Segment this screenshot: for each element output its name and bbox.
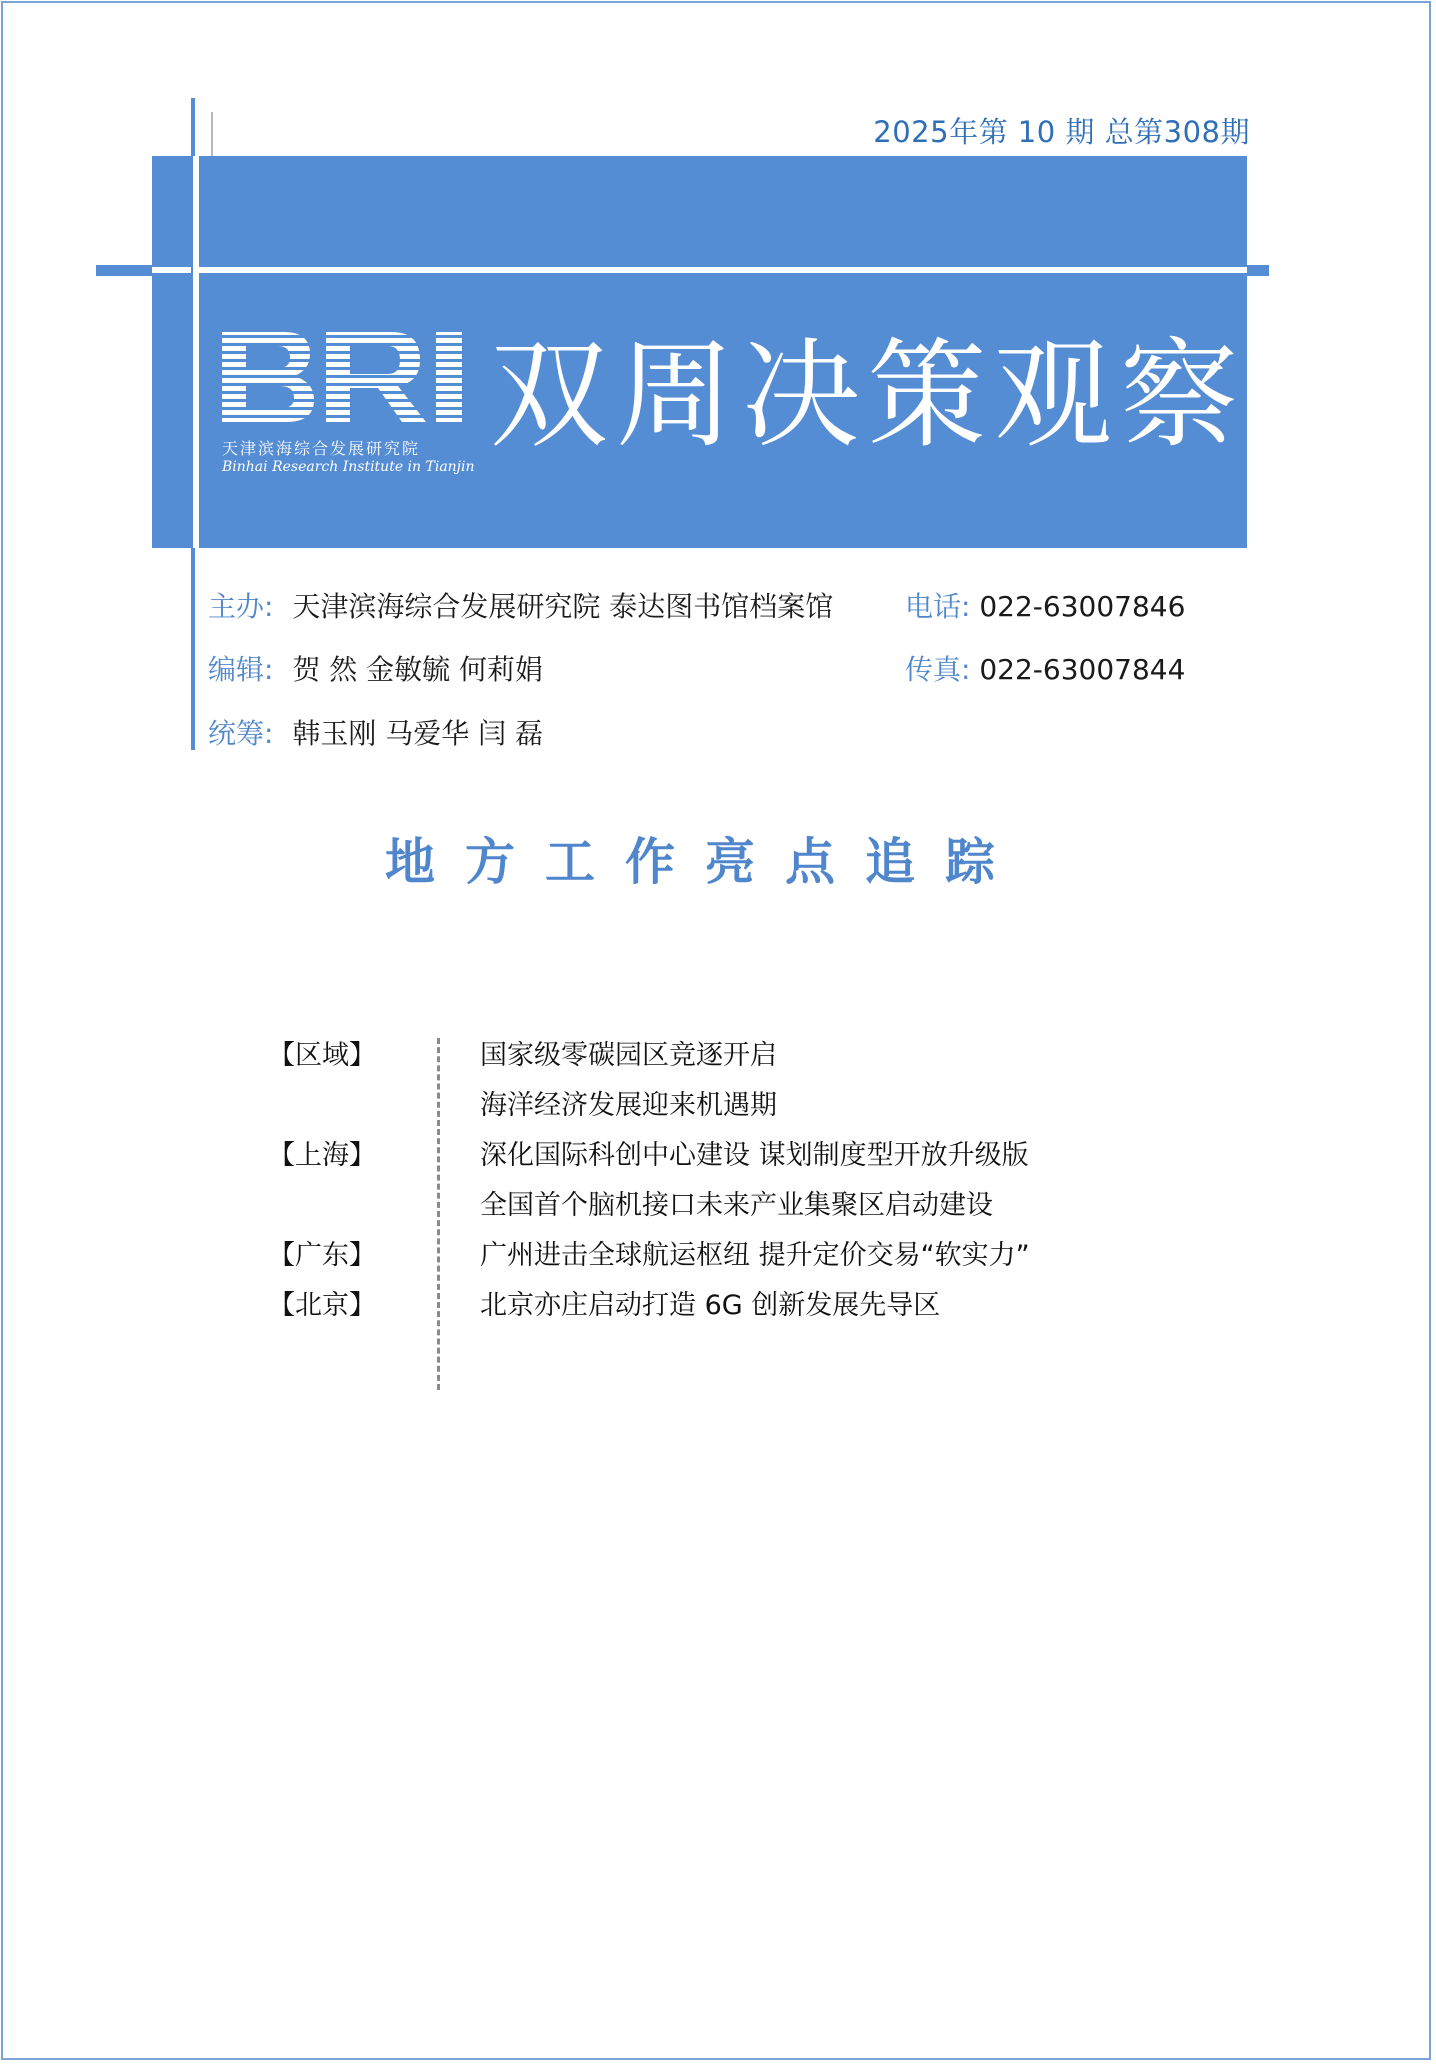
toc-headline[interactable]: 深化国际科创中心建设 谋划制度型开放升级版 <box>480 1140 1029 1171</box>
logo-english-name: Binhai Research Institute in Tianjin <box>222 459 475 475</box>
toc-region-tag: 【上海】 <box>268 1140 376 1171</box>
toc-headline[interactable]: 海洋经济发展迎来机遇期 <box>480 1090 777 1121</box>
coordinators-label: 统筹: <box>208 717 274 750</box>
banner-rule-highlight <box>152 267 1247 273</box>
host-row <box>208 585 833 625</box>
toc-region-tag: 【区域】 <box>268 1040 376 1071</box>
toc-headline[interactable]: 北京亦庄启动打造 6G 创新发展先导区 <box>480 1290 941 1321</box>
phone-label: 电话: <box>905 590 971 623</box>
host-label: 主办: <box>208 590 274 623</box>
toc-item[interactable] <box>0 1186 1410 1236</box>
coordinators-row <box>208 712 543 752</box>
toc-item[interactable] <box>0 1286 1410 1336</box>
fax-value: 022-63007844 <box>979 653 1186 686</box>
editors-row <box>208 648 543 688</box>
fax-label: 传真: <box>905 653 971 686</box>
toc-item[interactable] <box>0 1136 1410 1186</box>
phone-value: 022-63007846 <box>979 590 1186 623</box>
toc-item[interactable] <box>0 1086 1410 1136</box>
phone-row <box>905 585 1185 625</box>
issue-number: 2025年第 10 期 总第308期 <box>873 115 1250 149</box>
publication-title: 双周决策观察 <box>490 326 1247 464</box>
banner-vertical-highlight <box>193 156 199 548</box>
toc-region-tag: 【广东】 <box>268 1240 376 1271</box>
decorative-tick <box>211 112 213 156</box>
host-value: 天津滨海综合发展研究院 泰达图书馆档案馆 <box>292 590 834 623</box>
fax-row <box>905 648 1185 688</box>
editors-label: 编辑: <box>208 653 274 686</box>
editors-value: 贺 然 金敏毓 何莉娟 <box>292 653 544 686</box>
logo-chinese-name: 天津滨海综合发展研究院 <box>222 439 421 458</box>
toc-item[interactable] <box>0 1236 1410 1286</box>
toc-headline[interactable]: 全国首个脑机接口未来产业集聚区启动建设 <box>480 1190 993 1221</box>
coordinators-value: 韩玉刚 马爱华 闫 磊 <box>292 717 544 750</box>
section-title: 地方工作亮点追踪 <box>385 832 1025 891</box>
toc-region-tag: 【北京】 <box>268 1290 376 1321</box>
toc-item[interactable] <box>0 1036 1410 1086</box>
toc-headline[interactable]: 国家级零碳园区竞逐开启 <box>480 1040 777 1071</box>
toc-headline[interactable]: 广州进击全球航运枢纽 提升定价交易“软实力” <box>480 1240 1030 1271</box>
